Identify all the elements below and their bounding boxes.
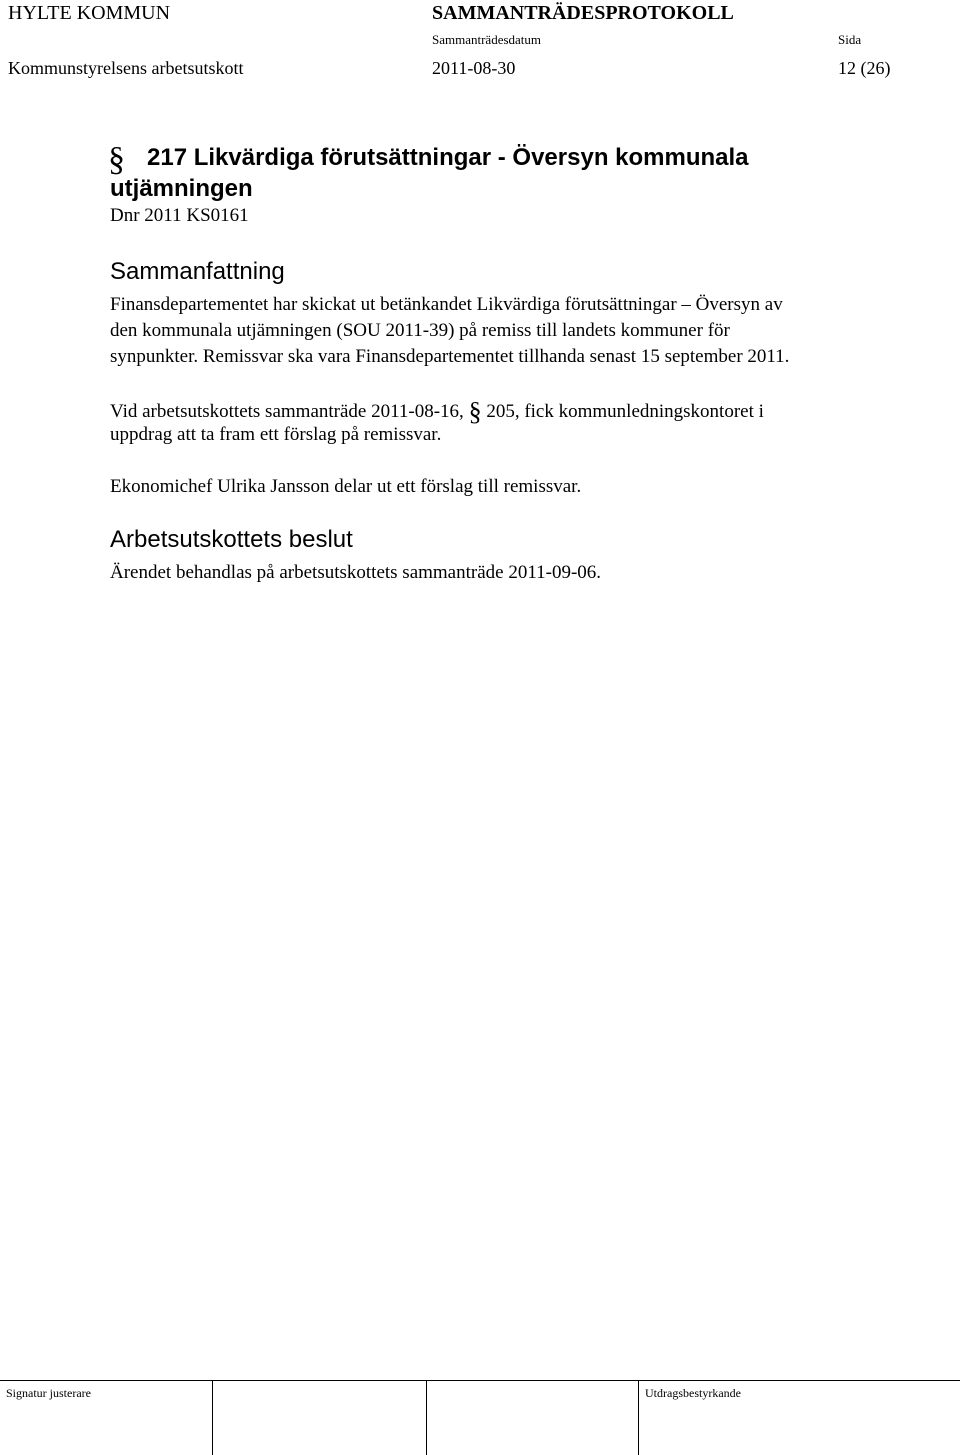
decision-heading: Arbetsutskottets beslut (110, 526, 353, 553)
extract-box (638, 1381, 960, 1455)
section-symbol-inline: § (468, 397, 482, 426)
summary-heading: Sammanfattning (110, 258, 285, 285)
protocol-title: SAMMANTRÄDESPROTOKOLL (432, 2, 734, 24)
summary-p1-line2: den kommunala utjämningen (SOU 2011-39) på remiss till landets kommuner för (110, 320, 730, 341)
committee-name: Kommunstyrelsens arbetsutskott (8, 58, 244, 78)
summary-p3-line1: Ekonomichef Ulrika Jansson delar ut ett förslag till remissvar. (110, 476, 582, 497)
summary-p1-line1: Finansdepartementet har skickat ut betänkandet Likvärdiga förutsättningar – Översyn av (110, 294, 783, 315)
summary-p2-pre: Vid arbetsutskottets sammanträde 2011-08-16, (110, 401, 464, 422)
summary-p2-post: 205, fick kommunledningskontoret i (486, 401, 764, 422)
summary-p2-line2: uppdrag att ta fram ett förslag på remissvar. (110, 424, 442, 445)
signature-box-1 (212, 1381, 427, 1455)
dnr-number: Dnr 2011 KS0161 (110, 205, 249, 226)
item-title-line1: 217 Likvärdiga förutsättningar - Översyn kommunala (147, 144, 749, 171)
summary-p2-line1 (110, 396, 764, 425)
municipality-name: HYLTE KOMMUN (8, 2, 171, 24)
extract-label: Utdragsbestyrkande (645, 1386, 741, 1400)
signature-box-2 (426, 1381, 639, 1455)
signature-label: Signatur justerare (6, 1386, 91, 1400)
signature-footer (0, 1380, 960, 1455)
decision-text: Ärendet behandlas på arbetsutskottets sammanträde 2011-09-06. (110, 562, 602, 583)
meeting-date-label: Sammanträdesdatum (432, 32, 542, 47)
summary-p1-line3: synpunkter. Remissvar ska vara Finansdepartementet tillhanda senast 15 september 2011. (110, 346, 790, 367)
meeting-date: 2011-08-30 (432, 58, 516, 78)
page-number: 12 (26) (838, 58, 891, 78)
section-symbol: § (108, 141, 125, 178)
item-title-line2: utjämningen (110, 175, 253, 202)
page-label: Sida (838, 32, 862, 47)
